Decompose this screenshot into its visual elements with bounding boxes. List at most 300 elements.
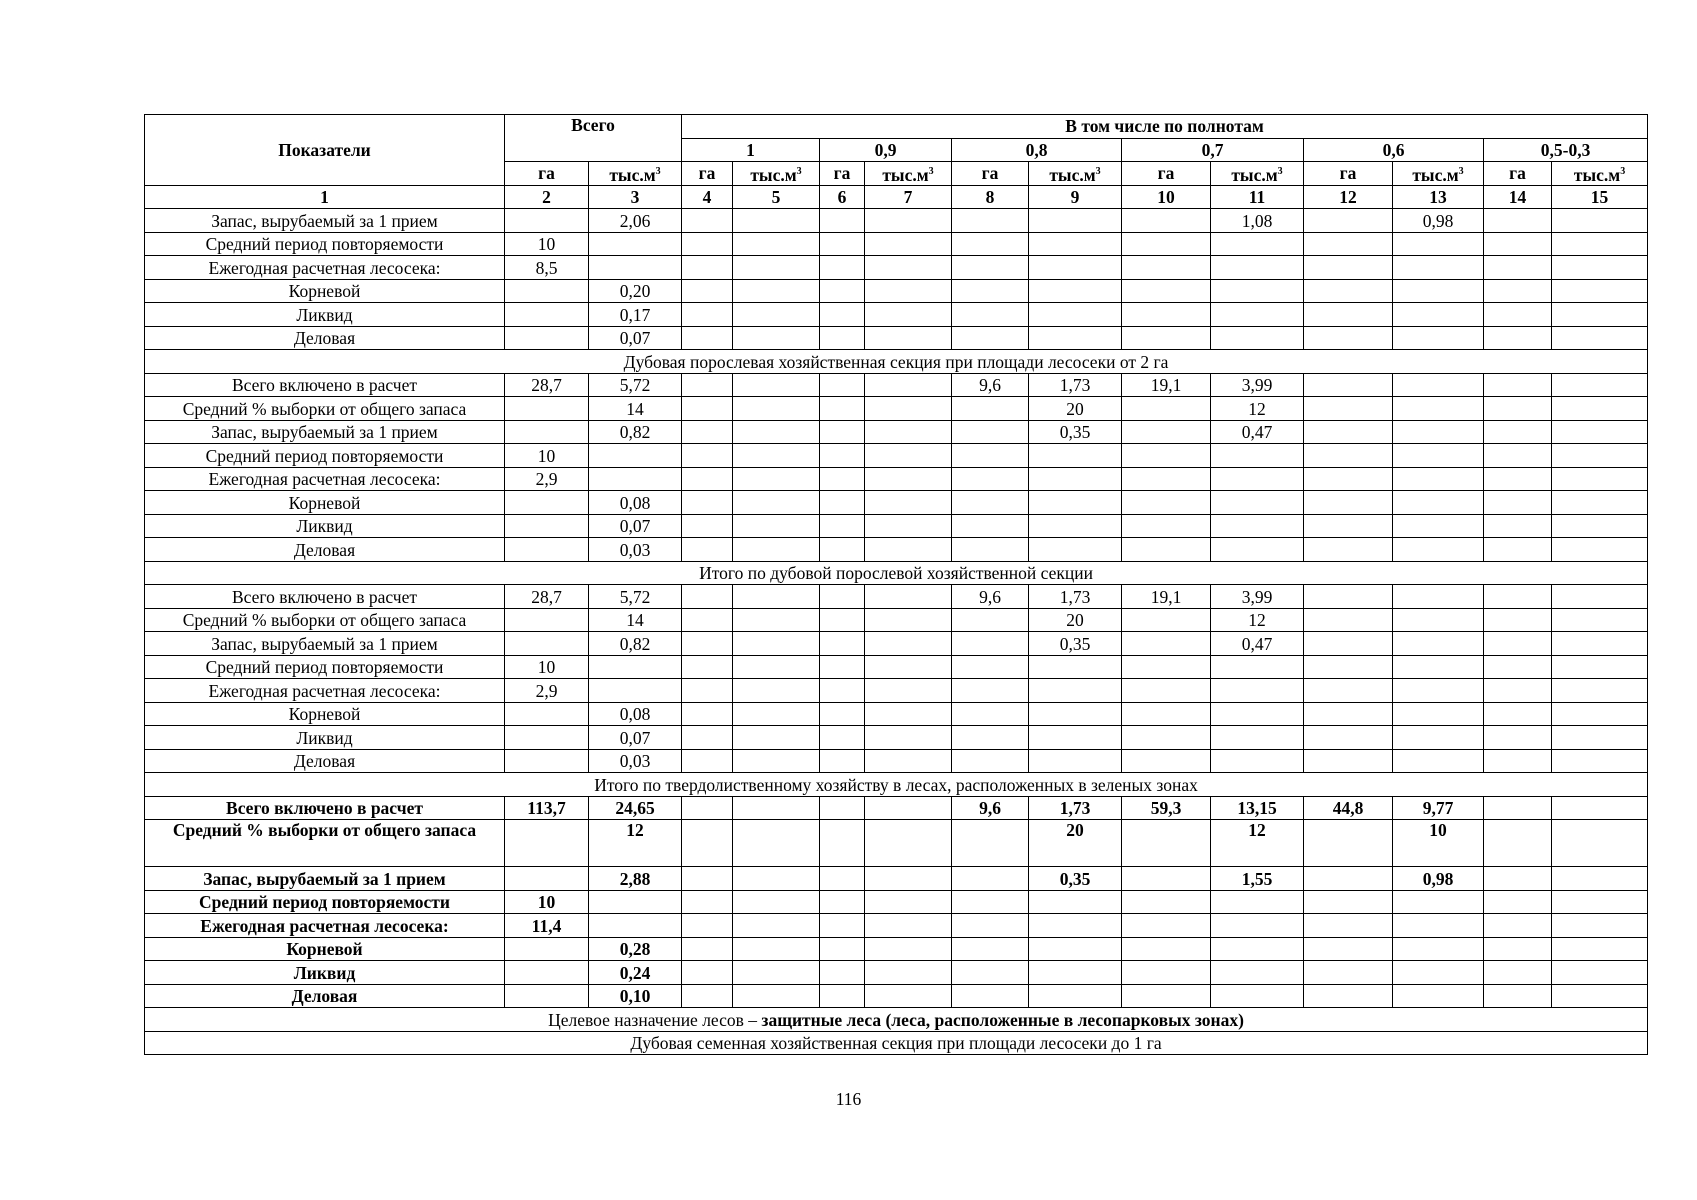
table-cell [1029,984,1122,1008]
table-cell [1304,867,1393,891]
table-cell [1211,914,1304,938]
section-heading [145,1008,1648,1032]
table-cell [952,467,1029,491]
unit-thousand-cubic-meters [589,162,682,186]
row-label: Запас, вырубаемый за 1 прием [145,867,505,891]
table-cell: 0,17 [589,303,682,327]
table-cell [1304,820,1393,867]
table-cell [733,937,820,961]
table-cell [1484,749,1552,773]
table-cell [1552,702,1648,726]
table-cell [1029,279,1122,303]
table-cell [1484,867,1552,891]
table-cell [952,632,1029,656]
table-row [145,303,1648,327]
table-cell [865,279,952,303]
table-cell [1122,702,1211,726]
section-heading-row [145,561,1648,585]
column-number: 4 [682,185,733,209]
table-cell [865,867,952,891]
table-cell: 0,20 [589,279,682,303]
section-heading: Дубовая семенная хозяйственная секция при площади лесосеки до 1 га [145,1031,1648,1055]
table-cell [505,209,589,233]
table-cell [820,608,865,632]
table-cell [682,538,733,562]
table-cell [865,420,952,444]
table-cell [820,444,865,468]
row-label: Средний % выборки от общего запаса [145,820,505,867]
table-cell [1484,397,1552,421]
table-cell: 20 [1029,820,1122,867]
table-cell [1484,256,1552,280]
table-cell [1122,820,1211,867]
table-cell [952,608,1029,632]
row-label: Средний % выборки от общего запаса [145,397,505,421]
table-cell: 0,98 [1393,867,1484,891]
table-row [145,867,1648,891]
table-cell [733,256,820,280]
table-cell: 11,4 [505,914,589,938]
table-cell [505,632,589,656]
table-cell: 0,24 [589,961,682,985]
row-label: Всего включено в расчет [145,373,505,397]
table-cell [952,914,1029,938]
table-cell [1484,984,1552,1008]
column-number: 13 [1393,185,1484,209]
table-cell [1211,679,1304,703]
table-cell [682,373,733,397]
table-row [145,726,1648,750]
table-cell [1304,326,1393,350]
table-cell [1484,232,1552,256]
table-cell [1029,655,1122,679]
table-cell [1393,444,1484,468]
table-cell [865,608,952,632]
table-cell [1552,256,1648,280]
column-number: 2 [505,185,589,209]
table-cell [1122,209,1211,233]
table-cell [733,679,820,703]
table-cell [820,937,865,961]
table-cell [1552,397,1648,421]
table-row [145,209,1648,233]
table-cell [820,256,865,280]
table-cell [952,702,1029,726]
table-cell [952,326,1029,350]
table-cell [505,279,589,303]
table-cell [1393,702,1484,726]
table-cell [1029,303,1122,327]
table-cell [1552,232,1648,256]
table-cell [505,514,589,538]
table-cell [1393,397,1484,421]
table-cell [1029,514,1122,538]
table-cell [505,326,589,350]
table-cell [1393,420,1484,444]
table-cell: 0,82 [589,420,682,444]
table-cell [1122,961,1211,985]
table-cell [1552,444,1648,468]
table-cell [1304,679,1393,703]
table-cell: 113,7 [505,796,589,820]
table-cell: 1,73 [1029,373,1122,397]
table-cell [952,279,1029,303]
table-cell [1029,467,1122,491]
table-cell: 0,03 [589,749,682,773]
table-cell [1029,444,1122,468]
table-cell [865,749,952,773]
table-cell [589,655,682,679]
table-cell [1552,514,1648,538]
table-cell [682,655,733,679]
table-cell [1304,397,1393,421]
table-cell [1304,608,1393,632]
table-cell [733,820,820,867]
table-cell: 14 [589,397,682,421]
table-cell: 9,6 [952,585,1029,609]
table-row [145,984,1648,1008]
table-cell [505,538,589,562]
row-label: Деловая [145,984,505,1008]
table-cell [952,679,1029,703]
table-cell: 19,1 [1122,585,1211,609]
table-cell [1211,890,1304,914]
table-row [145,585,1648,609]
table-cell [1552,796,1648,820]
table-cell [1393,749,1484,773]
row-label: Корневой [145,702,505,726]
table-cell [733,867,820,891]
table-cell [505,420,589,444]
section-heading-bold: защитные леса (леса, расположенные в лесопарковых зонах) [761,1009,1244,1030]
table-cell [682,303,733,327]
table-cell [1304,256,1393,280]
table-cell [952,303,1029,327]
row-label: Деловая [145,326,505,350]
unit-hectares: га [1122,162,1211,186]
table-cell [952,232,1029,256]
row-label: Деловая [145,749,505,773]
unit-superscript: 3 [796,166,802,177]
table-cell [952,256,1029,280]
table-cell [952,867,1029,891]
table-cell [1304,749,1393,773]
table-cell [820,679,865,703]
table-cell [1122,420,1211,444]
table-cell [682,444,733,468]
table-cell: 10 [1393,820,1484,867]
column-number: 10 [1122,185,1211,209]
table-cell [1393,937,1484,961]
table-row [145,679,1648,703]
table-cell [1484,796,1552,820]
table-cell [733,279,820,303]
table-cell [1029,937,1122,961]
table-row [145,890,1648,914]
table-cell [1122,326,1211,350]
table-cell: 9,77 [1393,796,1484,820]
page-number: 116 [835,1089,862,1109]
table-cell [682,632,733,656]
table-row [145,373,1648,397]
table-cell: 0,35 [1029,632,1122,656]
table-cell [1304,209,1393,233]
table-cell [952,514,1029,538]
table-cell [820,232,865,256]
row-label: Запас, вырубаемый за 1 прием [145,632,505,656]
unit-hectares: га [952,162,1029,186]
table-cell [1484,726,1552,750]
table-cell: 0,28 [589,937,682,961]
table-cell [865,937,952,961]
table-cell [1393,890,1484,914]
table-cell [820,514,865,538]
column-number: 7 [865,185,952,209]
table-cell [820,467,865,491]
table-cell [865,679,952,703]
table-cell: 0,08 [589,702,682,726]
table-cell [1304,937,1393,961]
table-cell [952,961,1029,985]
table-row [145,514,1648,538]
table-cell [505,867,589,891]
table-cell [1304,585,1393,609]
column-number: 5 [733,185,820,209]
table-cell [682,256,733,280]
table-cell: 5,72 [589,585,682,609]
row-label: Всего включено в расчет [145,796,505,820]
table-cell [682,420,733,444]
table-cell [952,749,1029,773]
table-cell [820,984,865,1008]
table-cell [682,726,733,750]
table-cell [1552,726,1648,750]
table-cell [682,867,733,891]
table-cell [682,937,733,961]
table-cell [505,937,589,961]
table-cell [820,890,865,914]
table-cell [1552,420,1648,444]
table-cell [1029,209,1122,233]
table-cell [1211,256,1304,280]
unit-label: тыс.м [1573,164,1621,185]
table-cell [682,749,733,773]
table-cell [733,514,820,538]
table-row [145,491,1648,515]
table-cell [682,820,733,867]
table-cell [1393,303,1484,327]
table-cell [1211,303,1304,327]
table-cell [1029,232,1122,256]
table-cell [1552,679,1648,703]
table-cell [820,420,865,444]
table-cell [1393,585,1484,609]
table-cell [1211,444,1304,468]
table-cell [1304,467,1393,491]
unit-label: тыс.м [750,164,797,185]
table-cell [1304,232,1393,256]
row-label: Ежегодная расчетная лесосека: [145,914,505,938]
table-cell [820,303,865,327]
table-cell [1304,702,1393,726]
table-cell [1211,514,1304,538]
table-cell [1393,514,1484,538]
table-cell [1484,937,1552,961]
table-cell [1552,961,1648,985]
table-cell [820,796,865,820]
table-cell [820,632,865,656]
table-cell [820,585,865,609]
table-cell [952,538,1029,562]
table-cell: 1,73 [1029,585,1122,609]
table-cell [1029,702,1122,726]
table-cell [1211,749,1304,773]
table-cell [1122,937,1211,961]
header-density-0-5-0-3: 0,5-0,3 [1484,138,1648,162]
table-cell: 0,10 [589,984,682,1008]
section-heading: Итого по твердолиственному хозяйству в лесах, расположенных в зеленых зонах [145,773,1648,797]
table-cell [1211,702,1304,726]
table-cell [682,984,733,1008]
table-cell [733,232,820,256]
table-cell [1211,961,1304,985]
unit-superscript: 3 [1277,166,1283,177]
table-cell [1552,914,1648,938]
table-row [145,279,1648,303]
header-density-0-6: 0,6 [1304,138,1484,162]
table-cell: 12 [1211,397,1304,421]
table-cell [1122,538,1211,562]
table-cell [1552,373,1648,397]
column-number: 15 [1552,185,1648,209]
table-cell [1122,303,1211,327]
table-cell [1304,444,1393,468]
table-cell [952,444,1029,468]
table-cell [1211,279,1304,303]
table-cell [1552,937,1648,961]
table-cell: 1,55 [1211,867,1304,891]
header-including-densities: В том числе по полнотам [682,115,1648,139]
table-cell [1122,632,1211,656]
table-cell [1552,867,1648,891]
table-cell [733,914,820,938]
row-label: Средний период повторяемости [145,890,505,914]
table-cell [1552,491,1648,515]
table-cell [682,209,733,233]
table-cell: 0,08 [589,491,682,515]
table-cell [505,397,589,421]
table-cell: 0,35 [1029,420,1122,444]
table-cell [1211,937,1304,961]
table-cell [733,444,820,468]
table-cell [733,796,820,820]
table-cell [865,397,952,421]
table-cell [1122,726,1211,750]
table-cell [505,608,589,632]
table-cell: 12 [589,820,682,867]
table-cell [733,961,820,985]
table-cell: 0,07 [589,514,682,538]
table-cell: 3,99 [1211,585,1304,609]
column-number: 3 [589,185,682,209]
table-cell [1484,420,1552,444]
table-cell [1484,961,1552,985]
column-number: 9 [1029,185,1122,209]
unit-hectares: га [1304,162,1393,186]
table-cell [1211,232,1304,256]
header-indicators: Показатели [145,115,505,186]
table-cell [1304,538,1393,562]
table-cell [865,303,952,327]
table-cell [1304,890,1393,914]
table-cell [1122,444,1211,468]
table-row [145,326,1648,350]
table-cell [1393,655,1484,679]
table-cell [682,326,733,350]
table-cell [682,796,733,820]
unit-superscript: 3 [1095,166,1101,177]
table-cell [865,961,952,985]
table-cell: 28,7 [505,585,589,609]
table-cell [1304,632,1393,656]
table-cell [1122,655,1211,679]
header-column-numbers-row [145,185,1648,209]
table-row [145,608,1648,632]
table-row [145,444,1648,468]
table-cell [733,984,820,1008]
column-number: 6 [820,185,865,209]
table-cell [1393,279,1484,303]
row-label: Запас, вырубаемый за 1 прием [145,420,505,444]
table-cell [733,702,820,726]
table-cell: 12 [1211,820,1304,867]
table-cell [952,726,1029,750]
table-row [145,820,1648,867]
table-cell [865,232,952,256]
table-cell [682,702,733,726]
table-cell [1484,914,1552,938]
table-cell [1393,491,1484,515]
row-label: Средний период повторяемости [145,444,505,468]
table-cell [1393,608,1484,632]
table-cell [1484,632,1552,656]
table-cell [1484,209,1552,233]
row-label: Ежегодная расчетная лесосека: [145,256,505,280]
unit-superscript: 3 [928,166,934,177]
row-label: Ежегодная расчетная лесосека: [145,467,505,491]
table-cell [865,984,952,1008]
table-cell [1552,890,1648,914]
table-cell [1552,585,1648,609]
table-cell [1122,467,1211,491]
table-cell [865,585,952,609]
table-cell [682,679,733,703]
table-cell [733,467,820,491]
table-cell [952,937,1029,961]
table-cell: 8,5 [505,256,589,280]
table-cell [1304,914,1393,938]
row-label: Запас, вырубаемый за 1 прием [145,209,505,233]
row-label: Ликвид [145,303,505,327]
table-row [145,914,1648,938]
table-row [145,749,1648,773]
table-cell [1122,279,1211,303]
table-cell [682,514,733,538]
table-cell [1484,679,1552,703]
row-label: Ликвид [145,726,505,750]
table-cell [1393,256,1484,280]
row-label: Ежегодная расчетная лесосека: [145,679,505,703]
